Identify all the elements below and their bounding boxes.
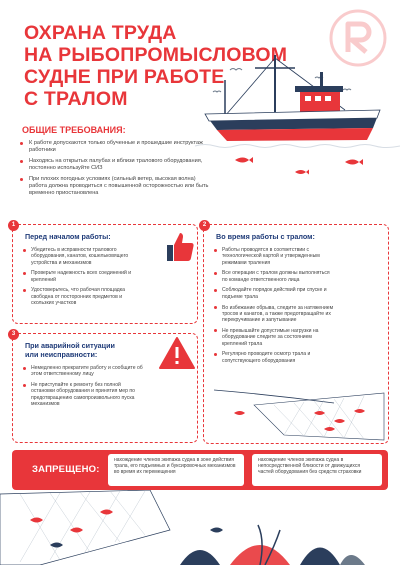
before-work-list xyxy=(23,247,145,311)
trawl-net-illustration xyxy=(214,385,386,443)
thumbs-up-icon xyxy=(161,229,197,265)
general-requirements-title: ОБЩИЕ ТРЕБОВАНИЯ: xyxy=(22,125,126,135)
during-work-title: Во время работы с тралом: xyxy=(216,232,315,241)
list-item: Проверьте надежность всех соединений и креплений xyxy=(23,270,145,283)
list-item: Убедитесь в исправности тралового оборудования, канатов, кошельковящего устройства и механизмов xyxy=(23,247,145,266)
list-item: Немедленно прекратите работу и сообщите об этом ответственному лицу xyxy=(23,365,143,378)
title-line: С ТРАЛОМ xyxy=(24,88,128,110)
emergency-title-line: При аварийной ситуации xyxy=(25,341,115,350)
list-item: К работе допускаются только обученные и прошедшие инструктаж работники xyxy=(20,140,210,154)
list-item: Удостоверьтесь, что рабочая площадка свободна от посторонних предметов и скользких участков xyxy=(23,287,145,306)
list-item: Не превышайте допустимые нагрузки на оборудование следите за состоянием креплений трала xyxy=(214,328,334,347)
list-item: Во избежание обрыва, следите за натяжением тросов и канатов, а также предотвращайте их перекручивание и запутывание xyxy=(214,305,334,324)
list-item: Регулярно проводите осмотр трала и сопутствующего оборудования xyxy=(214,351,334,364)
seabed-net-illustration xyxy=(0,490,400,565)
general-requirements-list xyxy=(20,140,210,201)
list-item: Соблюдайте порядок действий при спуске и подъеме трала xyxy=(214,287,334,300)
before-work-panel xyxy=(12,224,198,324)
during-work-panel xyxy=(203,224,389,444)
during-work-list xyxy=(214,247,334,368)
fish-icon xyxy=(30,510,113,533)
emergency-title xyxy=(25,342,115,359)
title-line: НА РЫБОПРОМЫСЛОВОМ xyxy=(24,44,288,66)
prohibited-banner xyxy=(12,450,388,490)
emergency-list xyxy=(23,365,143,412)
step-number-badge: 1 xyxy=(8,220,19,231)
prohibited-item: нахождение членов экипажа судна в зоне действия трала, его подъемных и буксировочных механизмов во время их перемещения xyxy=(108,454,244,486)
prohibited-label: ЗАПРЕЩЕНО: xyxy=(32,464,100,475)
title-line: СУДНЕ ПРИ РАБОТЕ xyxy=(24,66,225,88)
list-item: При плохих погодных условиях (сильный ветер, высокая волна) работа должна проводиться с повышенной осторожностью или быть временно приостановлена xyxy=(20,176,210,197)
title-line: ОХРАНА ТРУДА xyxy=(24,22,177,44)
list-item: Не приступайте к ремонту без полной остановки оборудования и принятия мер по предотвращению самопроизвольного пуска механизмов xyxy=(23,382,143,407)
warning-icon xyxy=(158,336,196,370)
list-item: Работы проводятся в соответствии с технологической картой и утвержденным режимами траления xyxy=(214,247,334,266)
list-item: Находясь на открытых палубах и вблизи тралового оборудования, постоянно используйте СИЗ xyxy=(20,158,210,172)
step-number-badge: 2 xyxy=(199,220,210,231)
step-number-badge: 3 xyxy=(8,329,19,340)
before-work-title: Перед началом работы: xyxy=(25,232,111,241)
fish-icon xyxy=(235,157,363,175)
prohibited-item: нахождение членов экипажа судна в непосредственной близости от движущихся частей оборудования без средств страховки xyxy=(252,454,382,486)
list-item: Все операции с тралом должны выполняться по команде ответственного лица xyxy=(214,270,334,283)
emergency-panel xyxy=(12,333,198,443)
trawler-ship-illustration xyxy=(195,50,400,180)
fish-icon xyxy=(234,409,365,431)
emergency-title-line: или неисправности: xyxy=(25,349,98,359)
